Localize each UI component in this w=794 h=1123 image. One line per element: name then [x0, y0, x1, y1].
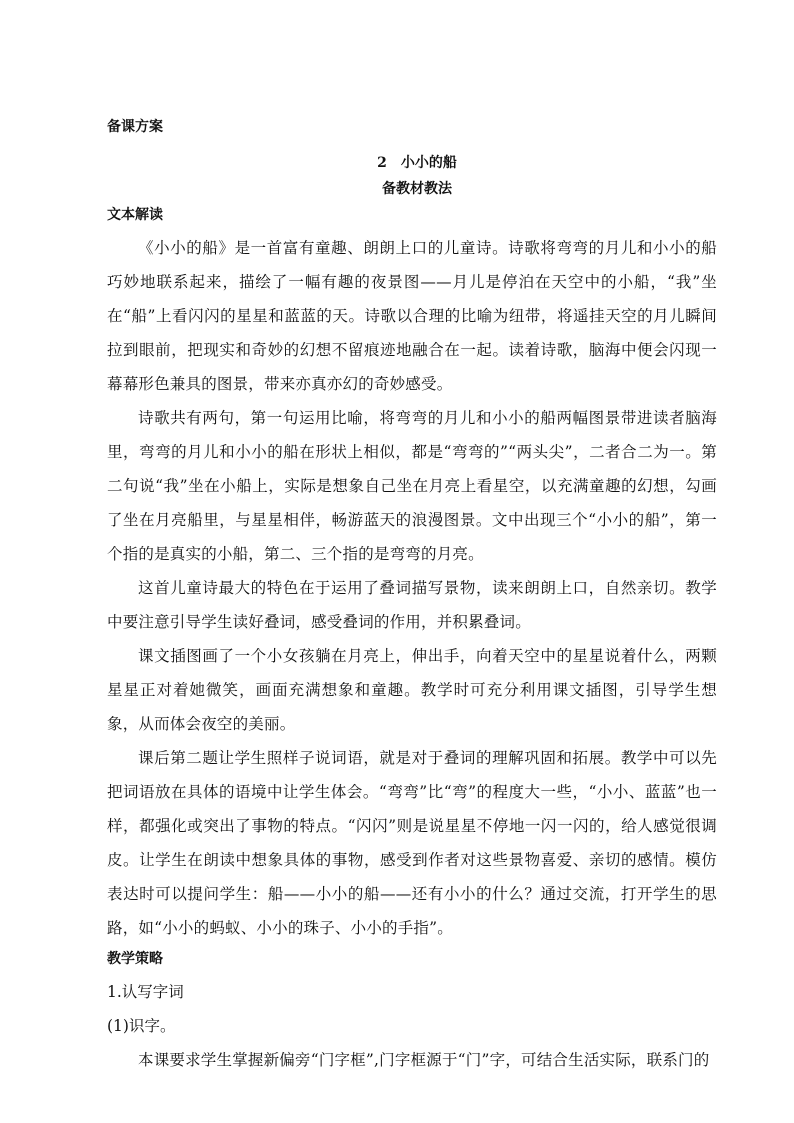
paragraph-final: 本课要求学生掌握新偏旁“门字框”,门字框源于“门”字，可结合生活实际，联系门的 — [138, 1051, 710, 1069]
lesson-number: 2 — [377, 155, 387, 171]
subtitle: 备教材教法 — [382, 181, 452, 197]
section-heading-strategy: 教学策略 — [107, 951, 163, 967]
document-content — [107, 117, 717, 1077]
paragraph-5: 课后第二题让学生照样子说词语，就是对于叠词的理解巩固和拓展。教学中可以先把词语放在具体的语境中让学生体会。“弯弯”比“弯”的程度大一些，“小小、蓝蓝”也一样，都强化或突出了事物的特点。“闪闪”则是说星星不停地一闪一闪的，给人感觉很调皮。让学生在朗读中想象具体的事物，感受到作者对这些景物喜爱、亲切的感情。模仿表达时可以提问学生：船——小小的船——还有小小的什么？通过交流，打开学生的思路，如“小小的蚂蚁、小小的珠子、小小的手指”。 — [107, 749, 717, 937]
lesson-title — [107, 153, 717, 173]
paragraph-1: 《小小的船》是一首富有童趣、朗朗上口的儿童诗。诗歌将弯弯的月儿和小小的船巧妙地联系起来，描绘了一幅有趣的夜景图——月儿是停泊在天空中的小船，“我”坐在“船”上看闪闪的星星和蓝蓝的天。诗歌以合理的比喻为纽带，将遥挂天空的月儿瞬间拉到眼前，把现实和奇妙的幻想不留痕迹地融合在一起。读着诗歌，脑海中便会闪现一幕幕形色兼具的图景，带来亦真亦幻的奇妙感受。 — [107, 239, 717, 393]
paragraph-4: 课文插图画了一个小女孩躺在月亮上，伸出手，向着天空中的星星说着什么，两颗星星正对着她微笑，画面充满想象和童趣。教学时可充分利用课文插图，引导学生想象，从而体会夜空的美丽。 — [107, 647, 717, 733]
list-subitem-1: (1)识字。 — [107, 1017, 176, 1035]
paragraph-3: 这首儿童诗最大的特色在于运用了叠词描写景物，读来朗朗上口，自然亲切。教学中要注意引导学生读好叠词，感受叠词的作用，并积累叠词。 — [107, 579, 717, 631]
list-item-1: 1.认写字词 — [107, 983, 184, 1001]
lesson-title-text: 小小的船 — [400, 155, 457, 171]
section-heading-text-reading: 文本解读 — [107, 207, 163, 223]
header-label: 备课方案 — [107, 119, 163, 135]
paragraph-2: 诗歌共有两句，第一句运用比喻，将弯弯的月儿和小小的船两幅图景带进读者脑海里，弯弯的月儿和小小的船在形状上相似，都是“弯弯的”“两头尖”，二者合二为一。第二句说“我”坐在小船上，实际是想象自己坐在月亮上看星空，以充满童趣的幻想，勾画了坐在月亮船里，与星星相伴，畅游蓝天的浪漫图景。文中出现三个“小小的船”，第一个指的是真实的小船，第二、三个指的是弯弯的月亮。 — [107, 409, 717, 563]
